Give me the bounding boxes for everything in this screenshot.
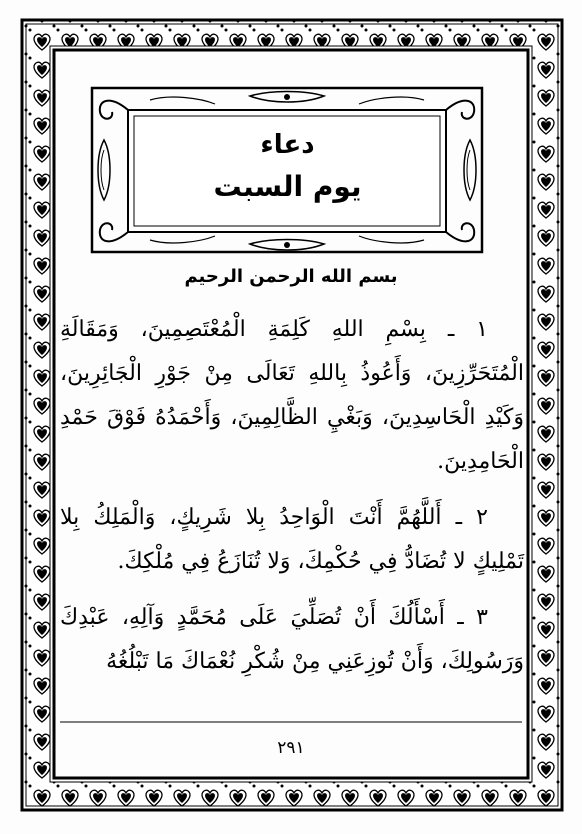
paragraph-2: ٢ ـ أَللَّهُمَّ أَنْتَ الْوَاحِدُ بِلا شَرِيكٍ، وَالْمَلِكُ بِلا تَمْلِيكٍ لا تُضَادُّ فِي حُكْمِكَ، وَلا تُنَازَعُ فِي مُلْكِكَ. [60, 505, 524, 574]
title-line-1: دعاء [260, 130, 315, 160]
paragraph-3: ٣ ـ أَسْأَلُكَ أَنْ تُصَلِّيَ عَلَى مُحَمَّدٍ وَآلِهِ، عَبْدِكَ وَرَسُولِكَ، وَأَنْ تُوزِعَنِي مِنْ شُكْرِ نُعْمَاكَ مَا تَبْلُغُهُ [60, 605, 524, 674]
title-box [95, 90, 480, 250]
bismillah-heading: بسم الله الرحمن الرحيم [184, 266, 398, 287]
title-line-2: يوم السبت [213, 170, 362, 203]
supplication-text [60, 308, 524, 696]
page-number: ٢٩١ [277, 738, 305, 758]
paragraph-1: ١ ـ بِسْمِ اللهِ كَلِمَةِ الْمُعْتَصِمِينَ، وَمَقَالَةِ الْمُتَحَرِّزِينَ، وَأَعُوذُ بِاللهِ تَعَالَى مِنْ جَوْرِ الْجَائِرِينَ، وَكَيْدِ الْحَاسِدِينَ، وَبَغْيِ الظَّالِمِينَ، وَأَحْمَدُهُ فَوْقَ حَمْدِ الْحَامِدِينَ. [60, 317, 524, 474]
